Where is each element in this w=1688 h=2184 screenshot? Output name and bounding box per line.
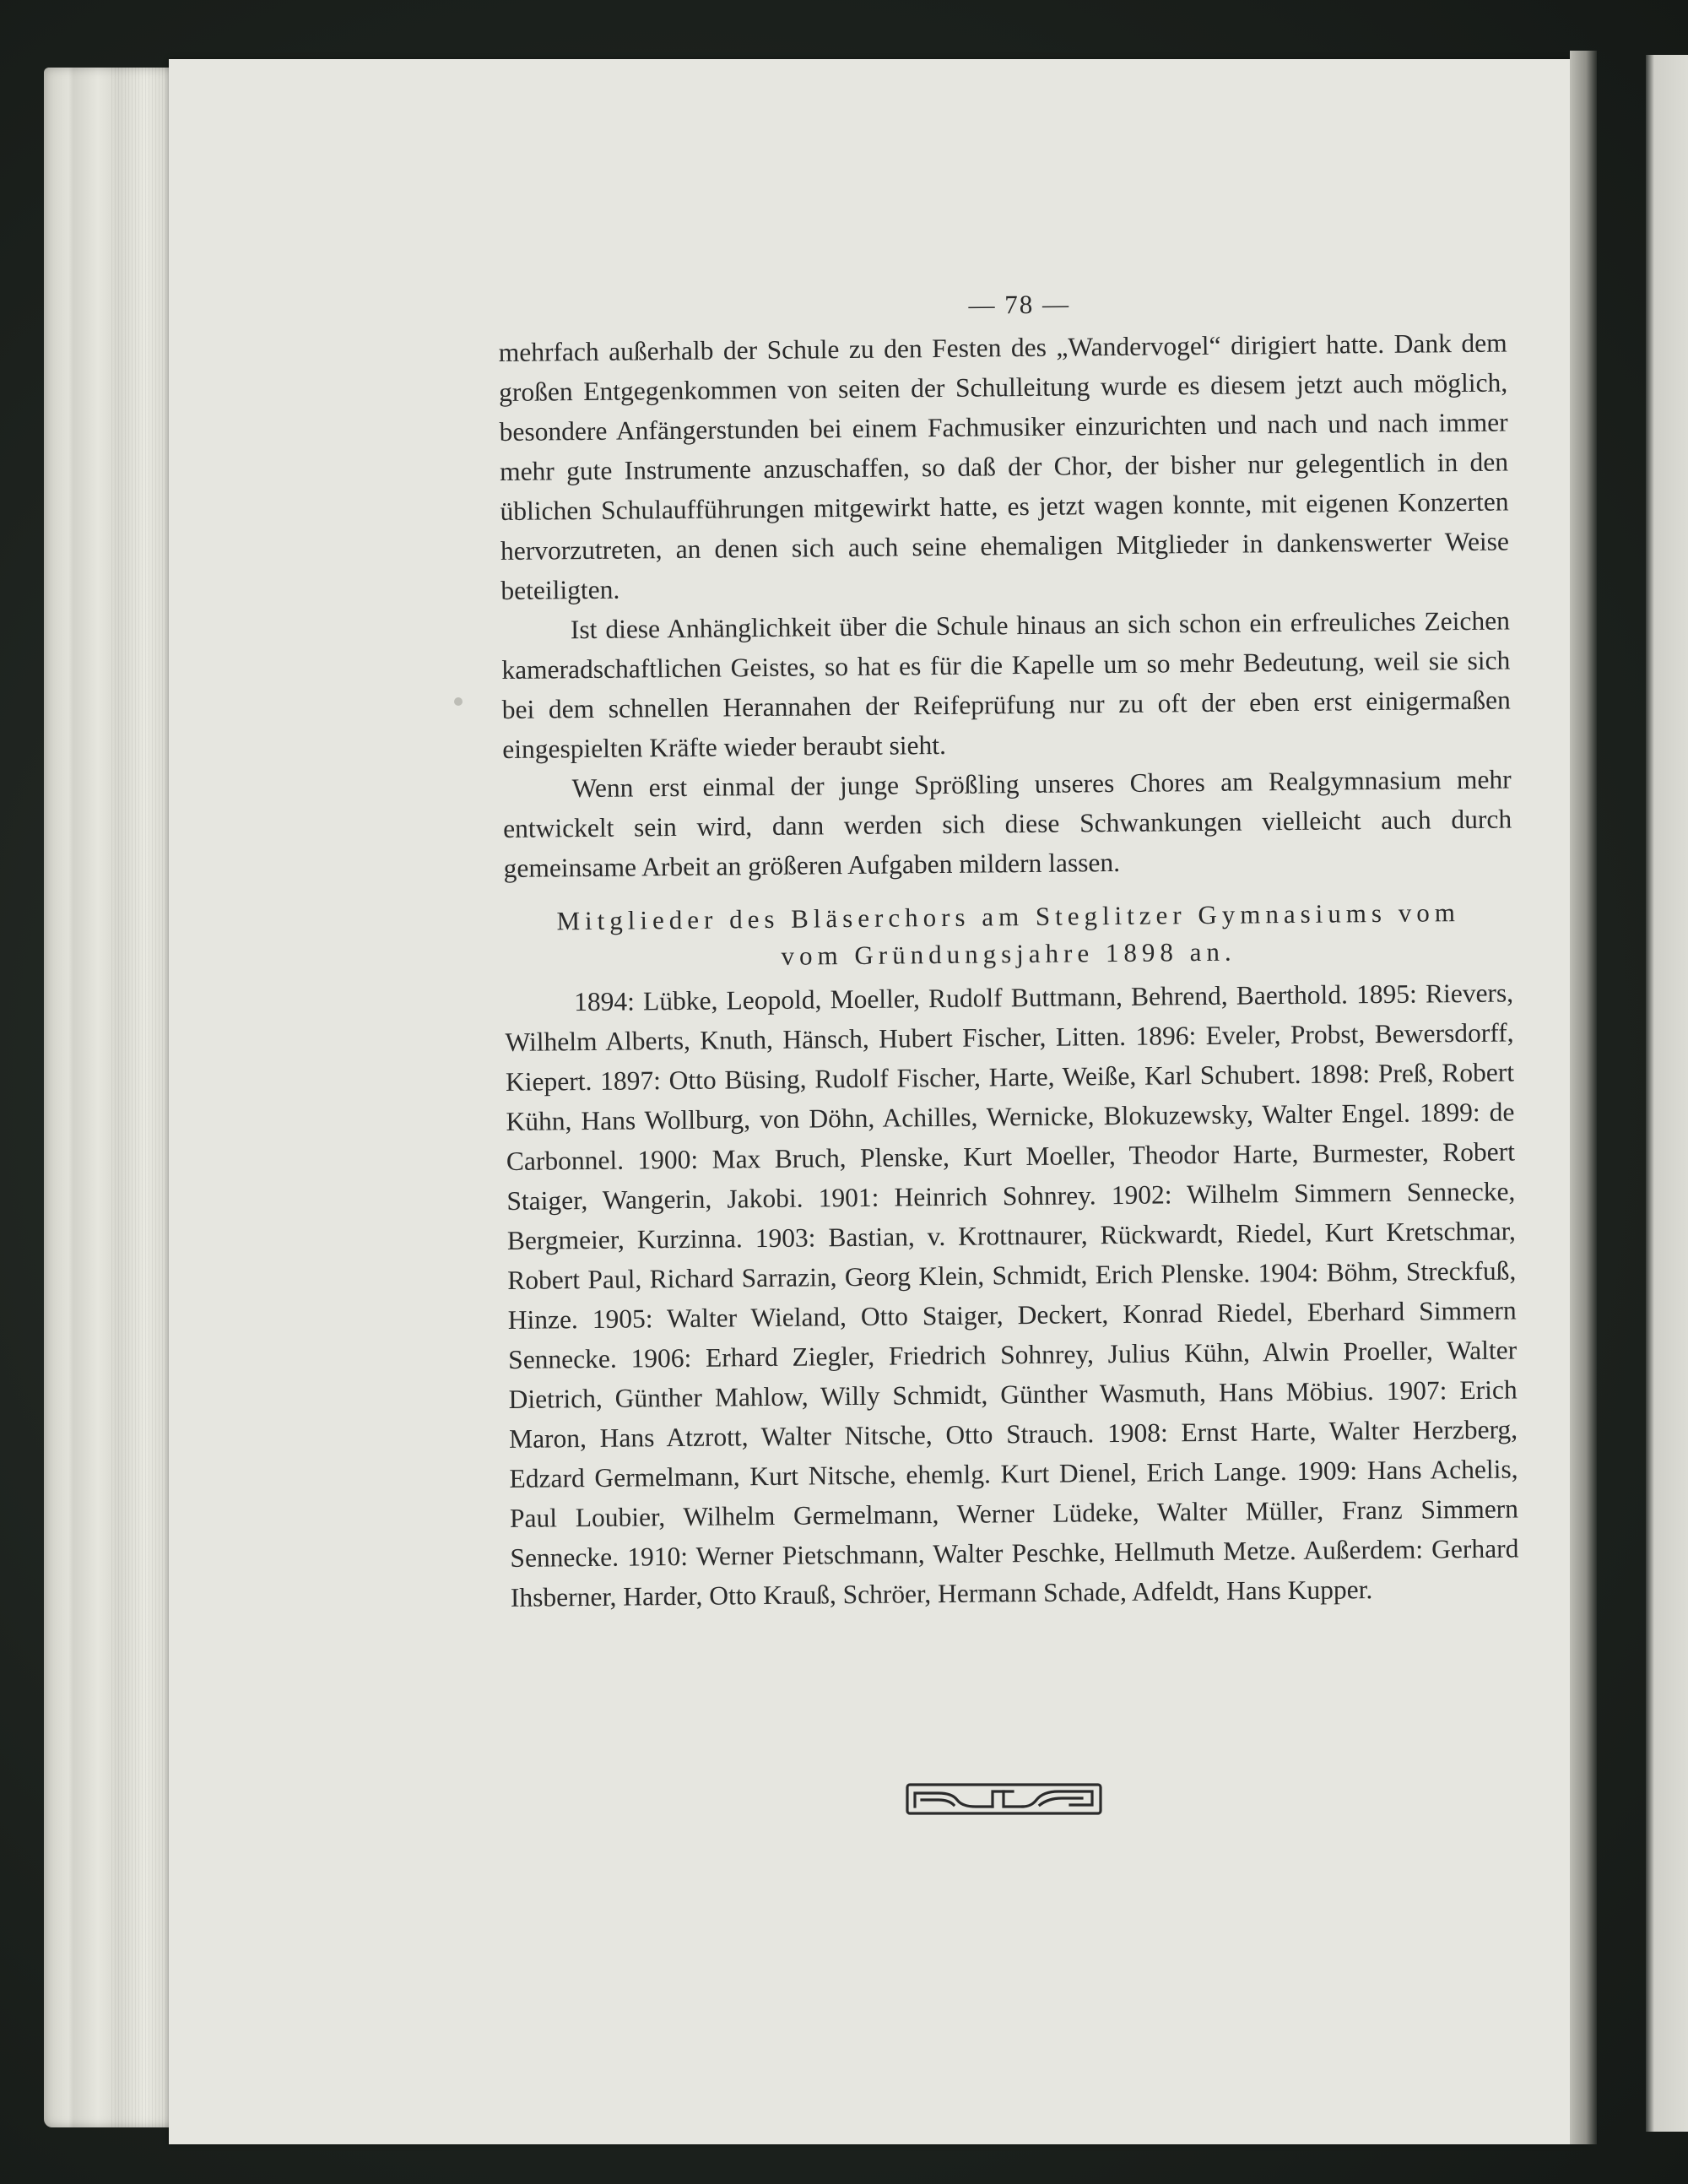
paper-blemish	[454, 697, 463, 706]
book-page-edges	[44, 68, 179, 2127]
facing-page-edge	[1646, 55, 1688, 2132]
members-heading-line-1: Mitglieder des Bläserchors am Steglitzer Gymnasiums vom	[556, 897, 1461, 936]
page-gutter-shadow	[1570, 51, 1597, 2144]
paragraph-3: Wenn erst einmal der junge Sprößling unseres Chores am Realgymnasium mehr entwickelt sein wird, dann werden sich diese Schwankungen vielleicht auch durch gemeinsame Arbeit an größeren Aufgaben mildern lassen.	[502, 764, 1512, 883]
members-list: 1894: Lübke, Leopold, Moeller, Rudolf Buttmann, Behrend, Baerthold. 1895: Rievers, Wilhelm Alberts, Knuth, Hänsch, Hubert Fischer, Litten. 1896: Eveler, Probst, Bewersdorff, Kiepert. 1897: Otto Büsing, Rudolf Fischer, Harte, Weiße, Karl Schubert. 1898: Preß, Robert Kühn, Hans Wollburg, von Döhn, Achilles, Wernicke, Blokuzewsky, Walter Engel. 1899: de Carbonnel. 1900: Max Bruch, Plenske, Kurt Moeller, Theodor Harte, Burmester, Robert Staiger, Wangerin, Jakobi. 1901: Heinrich Sohnrey. 1902: Wilhelm Simmern Sennecke, Bergmeier, Kurzinna. 1903: Bastian, v. Krottnaurer, Rückwardt, Riedel, Kurt Kretschmar, Robert Paul, Richard Sarrazin, Georg Klein, Schmidt, Erich Plenske. 1904: Böhm, Streckfuß, Hinze. 1905: Walter Wieland, Otto Staiger, Deckert, Konrad Riedel, Eberhard Simmern Sennecke. 1906: Erhard Ziegler, Friedrich Sohnrey, Julius Kühn, Alwin Proeller, Walter Dietrich, Günther Mahlow, Willy Schmidt, Günther Wasmuth, Hans Möbius. 1907: Erich Maron, Hans Atzrott, Walter Nitsche, Otto Strauch. 1908: Ernst Harte, Walter Herzberg, Edzard Germelmann, Kurt Nitsche, ehemlg. Kurt Dienel, Erich Lange. 1909: Hans Achelis, Paul Loubier, Wilhelm Germelmann, Werner Lüdeke, Walter Müller, Franz Simmern Sennecke. 1910: Werner Pietschmann, Walter Peschke, Hellmuth Metze. Außerdem: Gerhard Ihsberner, Harder, Otto Krauß, Schröer, Hermann Schade, Adfeldt, Hans Kupper.	[505, 978, 1519, 1612]
members-heading	[504, 893, 1513, 977]
paragraph-1: mehrfach außerhalb der Schule zu den Festen des „Wandervogel“ dirigiert hatte. Dank dem großen Entgegenkommen von seiten der Schulleitung wurde es diesem jetzt auch möglich, besondere Anfängerstunden bei einem Fachmusiker einzurichten und nach und nach immer mehr gute Instrumente anzuschaffen, so daß der Chor, der bisher nur gelegentlich in den üblichen Schulaufführungen mitgewirkt hatte, es jetzt wagen konnte, mit eigenen Konzerten hervorzutreten, an denen sich auch seine ehemaligen Mitglieder in dankenswerter Weise beteiligten.	[498, 328, 1510, 605]
members-heading-line-2: vom Gründungsjahre 1898 an.	[781, 936, 1236, 971]
page-number: — 78 —	[968, 289, 1071, 320]
paragraph-2: Ist diese Anhänglichkeit über die Schule hinaus an sich schon ein erfreuliches Zeichen kameradschaftlichen Geistes, so hat es für die Kapelle um so mehr Bedeutung, weil sie sich bei dem schnellen Herannahen der Reifeprüfung nur zu oft der eben erst einigermaßen eingespielten Kräfte wieder beraubt sieht.	[501, 605, 1511, 764]
page-text-block	[498, 278, 1519, 1618]
ornament-icon	[905, 1781, 1103, 1817]
